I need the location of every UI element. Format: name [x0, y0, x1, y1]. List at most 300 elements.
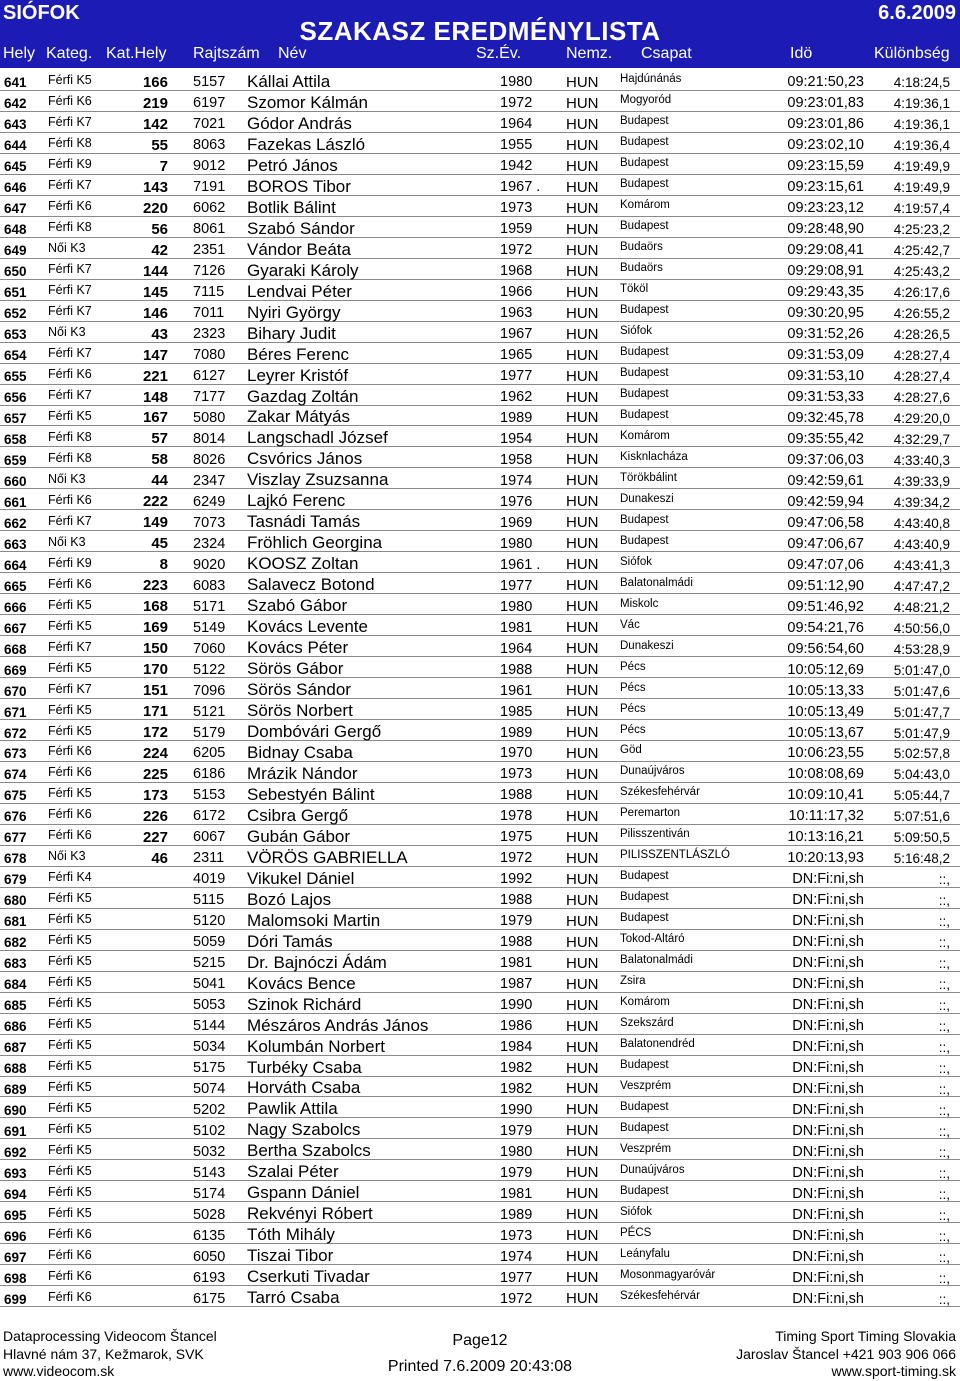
cell-difference: ::, [938, 872, 950, 888]
cell-name: Bidnay Csaba [247, 742, 353, 762]
cell-time: 09:23:15,61 [787, 179, 864, 196]
cell-difference: 4:43:40,8 [893, 515, 950, 531]
cell-name: Tarró Csaba [247, 1288, 340, 1308]
cell-difference: 4:25:43,2 [893, 264, 950, 280]
cell-birth-year: 1963 [500, 305, 533, 322]
cell-team: Budaörs [620, 241, 663, 254]
footer-right-line: Jaroslav Štancel +421 903 906 066 [736, 1345, 956, 1362]
cell-time: DN:Fi:ni,sh [792, 934, 864, 951]
cell-place: 688 [4, 1061, 27, 1076]
cell-difference: 4:19:36,1 [893, 96, 950, 112]
cell-place: 653 [4, 327, 27, 343]
cell-time: DN:Fi:ni,sh [792, 1185, 864, 1202]
table-row [0, 783, 960, 804]
cell-category: Női K3 [48, 471, 86, 486]
cell-name: Nagy Szabolcs [247, 1120, 361, 1140]
cell-time: DN:Fi:ni,sh [792, 997, 864, 1014]
cell-difference: 4:28:27,4 [893, 348, 950, 364]
cell-name: Sörös Norbert [247, 701, 353, 721]
cell-team: Veszprém [620, 1079, 672, 1092]
cell-difference: ::, [938, 1040, 950, 1056]
cell-time: 09:23:15,59 [787, 158, 864, 175]
cell-team: Komárom [620, 429, 670, 442]
cell-category: Férfi K5 [48, 1017, 92, 1032]
cell-team: Budapest [620, 346, 669, 359]
results-table [0, 70, 960, 1307]
cell-birth-year: 1989 [500, 1206, 533, 1223]
cell-category: Férfi K5 [48, 912, 92, 927]
cell-difference: 4:43:41,3 [893, 557, 950, 573]
footer-dataprocessing [3, 1328, 217, 1381]
cell-bib-number: 5179 [193, 724, 226, 741]
table-row [0, 615, 960, 636]
cell-nationality: HUN [566, 724, 599, 741]
cell-difference: ::, [938, 1165, 950, 1181]
cell-category-place: 142 [142, 115, 168, 133]
cell-bib-number: 5143 [193, 1164, 226, 1181]
cell-nationality: HUN [566, 828, 599, 846]
cell-time: 09:29:08,41 [787, 242, 864, 259]
cell-nationality: HUN [566, 1164, 599, 1182]
cell-difference: 5:01:47,6 [893, 683, 950, 699]
cell-difference: ::, [938, 1249, 950, 1265]
cell-name: KOOSZ Zoltan [247, 554, 359, 574]
cell-category-place: 173 [142, 786, 168, 804]
cell-category: Férfi K8 [48, 136, 92, 151]
cell-team: Székesfehérvár [620, 786, 700, 799]
cell-bib-number: 7126 [193, 263, 226, 280]
cell-birth-year: 1979 [500, 1164, 533, 1181]
table-row [0, 175, 960, 196]
cell-category-place: 55 [151, 136, 168, 154]
cell-birth-year: 1973 [500, 200, 533, 217]
printed-timestamp: Printed 7.6.2009 20:43:08 [387, 1358, 573, 1375]
cell-team: Budapest [620, 178, 669, 191]
cell-category: Férfi K5 [48, 73, 92, 88]
cell-nationality: HUN [566, 619, 599, 637]
cell-place: 680 [4, 893, 27, 909]
cell-birth-year: 1972 [500, 242, 533, 259]
table-row [0, 1077, 960, 1098]
cell-name: Mészáros András János [247, 1015, 429, 1035]
cell-place: 668 [4, 641, 27, 657]
cell-place: 669 [4, 662, 27, 678]
cell-difference: 4:39:33,9 [893, 473, 950, 489]
cell-name: Sörös Gábor [247, 659, 344, 679]
cell-category-place: 58 [151, 451, 168, 469]
cell-category-place: 168 [142, 598, 168, 616]
cell-birth-year: 1988 [500, 892, 533, 909]
cell-difference: 4:25:23,2 [893, 222, 950, 238]
cell-name: Lajkó Ferenc [247, 491, 346, 511]
cell-name: Gódor András [247, 113, 352, 133]
cell-place: 646 [4, 180, 27, 196]
cell-category: Férfi K7 [48, 262, 92, 277]
cell-name: Szomor Kálmán [247, 92, 368, 112]
cell-category: Férfi K6 [48, 1226, 92, 1241]
cell-difference: 5:01:47,7 [893, 704, 950, 720]
cell-time: DN:Fi:ni,sh [792, 913, 864, 930]
cell-difference: 5:01:47,9 [893, 725, 950, 741]
cell-place: 686 [4, 1019, 27, 1035]
table-row [0, 1223, 960, 1244]
page-number: Page12 [452, 1332, 508, 1349]
cell-nationality: HUN [566, 912, 599, 930]
cell-time: 09:37:06,03 [787, 451, 864, 468]
col-header-kateg: Kateg. [46, 45, 93, 62]
cell-category-place: 221 [142, 367, 168, 385]
cell-time: DN:Fi:ni,sh [792, 1143, 864, 1160]
cell-place: 687 [4, 1040, 27, 1056]
cell-bib-number: 5059 [193, 934, 226, 951]
cell-place: 662 [4, 515, 27, 531]
cell-team: Budapest [620, 1100, 669, 1113]
cell-team: Budapest [620, 513, 669, 526]
cell-birth-year: 1980 [500, 1143, 533, 1160]
cell-bib-number: 2347 [193, 472, 226, 489]
cell-nationality: HUN [566, 115, 599, 133]
cell-birth-year: 1984 [500, 1039, 533, 1056]
table-row [0, 1265, 960, 1286]
footer-timing [736, 1328, 956, 1381]
cell-team: PÉCS [620, 1226, 652, 1239]
cell-category-place: 219 [142, 94, 168, 112]
table-row [0, 364, 960, 385]
cell-name: Szalai Péter [247, 1162, 339, 1182]
cell-name: Malomsoki Martin [247, 910, 381, 930]
cell-category: Férfi K6 [48, 367, 92, 382]
cell-bib-number: 8014 [193, 430, 226, 447]
cell-time: DN:Fi:ni,sh [792, 1164, 864, 1181]
cell-time: 09:21:50,23 [787, 74, 864, 91]
cell-bib-number: 5028 [193, 1206, 226, 1223]
cell-bib-number: 5041 [193, 976, 226, 993]
cell-birth-year: 1972 [500, 95, 533, 112]
cell-nationality: HUN [566, 1101, 599, 1119]
cell-birth-year: 1980 [500, 535, 533, 552]
cell-team: Budapest [620, 1121, 669, 1134]
table-row [0, 1035, 960, 1056]
cell-nationality: HUN [566, 325, 599, 343]
table-row [0, 909, 960, 930]
cell-place: 672 [4, 725, 27, 741]
cell-birth-year: 1976 [500, 493, 533, 510]
cell-place: 652 [4, 306, 27, 322]
cell-time: DN:Fi:ni,sh [792, 1269, 864, 1286]
page-footer [0, 1328, 960, 1381]
cell-birth-year: 1981 [500, 1185, 533, 1202]
cell-name: Kovács Levente [247, 617, 368, 637]
cell-birth-year: 1981 [500, 955, 533, 972]
cell-time: 09:51:12,90 [787, 577, 864, 594]
cell-bib-number: 6083 [193, 577, 226, 594]
cell-time: 09:47:06,67 [787, 535, 864, 552]
table-row [0, 678, 960, 699]
cell-birth-year: 1961 [500, 682, 533, 699]
cell-birth-year: 1982 [500, 1060, 533, 1076]
cell-category-place: 43 [151, 325, 168, 343]
cell-place: 679 [4, 872, 27, 888]
cell-team: Balatonalmádi [620, 954, 693, 967]
cell-category-place: 151 [142, 682, 168, 700]
cell-time: DN:Fi:ni,sh [792, 1018, 864, 1035]
cell-bib-number: 5053 [193, 997, 226, 1014]
table-row [0, 489, 960, 510]
cell-place: 684 [4, 977, 27, 993]
cell-place: 681 [4, 914, 27, 930]
cell-category-place: 227 [142, 828, 168, 846]
cell-bib-number: 6067 [193, 829, 226, 846]
cell-name: Lendvai Péter [247, 281, 352, 301]
cell-bib-number: 5149 [193, 619, 226, 636]
cell-bib-number: 5121 [193, 703, 226, 720]
table-row [0, 1244, 960, 1265]
cell-bib-number: 6127 [193, 368, 226, 385]
cell-time: 09:42:59,94 [787, 493, 864, 510]
cell-birth-year: 1965 [500, 347, 533, 364]
cell-name: Mrázik Nándor [247, 763, 358, 783]
cell-name: Bozó Lajos [247, 889, 332, 909]
cell-category-place: 150 [142, 640, 168, 658]
cell-difference: 4:19:57,4 [893, 201, 950, 217]
cell-category: Férfi K6 [48, 828, 92, 843]
cell-place: 677 [4, 830, 27, 846]
cell-team: Siófok [620, 555, 652, 568]
cell-name: Salavecz Botond [247, 575, 375, 595]
cell-time: 10:05:12,69 [787, 661, 864, 678]
cell-name: Dr. Bajnóczi Ádám [247, 952, 387, 972]
cell-nationality: HUN [566, 765, 599, 783]
table-row [0, 1202, 960, 1223]
cell-team: Budapest [620, 220, 669, 233]
cell-time: DN:Fi:ni,sh [792, 1039, 864, 1056]
cell-category: Férfi K5 [48, 618, 92, 633]
cell-birth-year: 1980 [500, 598, 533, 615]
cell-birth-year: 1977 [500, 368, 533, 385]
cell-time: DN:Fi:ni,sh [792, 1248, 864, 1265]
table-row [0, 406, 960, 427]
cell-team: Leányfalu [620, 1247, 670, 1260]
table-row [0, 594, 960, 615]
cell-team: PILISSZENTLÁSZLÓ [620, 849, 730, 862]
cell-category-place: 170 [142, 661, 168, 679]
cell-nationality: HUN [566, 1290, 599, 1308]
cell-time: 09:47:06,58 [787, 514, 864, 531]
cell-place: 665 [4, 578, 27, 594]
cell-nationality: HUN [566, 1122, 599, 1140]
cell-difference: 5:04:43,0 [893, 767, 950, 783]
cell-birth-year: 1962 [500, 389, 533, 405]
cell-bib-number: 6050 [193, 1248, 226, 1265]
cell-difference: 5:09:50,5 [893, 830, 950, 846]
cell-place: 655 [4, 369, 27, 385]
cell-time: DN:Fi:ni,sh [792, 1101, 864, 1118]
cell-name: Zakar Mátyás [247, 407, 350, 427]
cell-difference: 4:29:20,0 [893, 410, 950, 426]
cell-nationality: HUN [566, 807, 599, 825]
cell-category-place: 226 [142, 807, 168, 825]
cell-category: Férfi K5 [48, 996, 92, 1011]
cell-time: 09:31:53,10 [787, 368, 864, 385]
cell-team: Dunaújváros [620, 1163, 685, 1176]
cell-team: Budapest [620, 408, 669, 421]
cell-name: Szinok Richárd [247, 994, 362, 1014]
table-row [0, 447, 960, 468]
cell-difference: 4:50:56,0 [893, 620, 950, 636]
cell-category: Férfi K7 [48, 304, 92, 319]
cell-bib-number: 6249 [193, 493, 226, 510]
cell-difference: 4:47:47,2 [893, 578, 950, 594]
cell-birth-year: 1958 [500, 451, 533, 468]
cell-difference: 5:01:47,0 [893, 662, 950, 678]
cell-place: 698 [4, 1270, 27, 1286]
cell-place: 654 [4, 348, 27, 364]
cell-birth-year: 1977 [500, 1269, 533, 1286]
cell-team: Budapest [620, 136, 669, 149]
cell-difference: 4:48:21,2 [893, 599, 950, 615]
table-row [0, 930, 960, 951]
cell-bib-number: 2311 [193, 850, 225, 867]
cell-time: 10:05:13,49 [787, 703, 864, 720]
table-row [0, 301, 960, 322]
cell-category: Férfi K5 [48, 1038, 92, 1053]
table-row [0, 196, 960, 217]
cell-category: Férfi K6 [48, 1289, 92, 1304]
cell-bib-number: 5102 [193, 1122, 226, 1139]
cell-time: 09:54:21,76 [787, 619, 864, 636]
cell-place: 673 [4, 746, 27, 762]
cell-place: 644 [4, 138, 27, 154]
cell-birth-year: 1989 [500, 724, 533, 741]
cell-category: Férfi K5 [48, 933, 92, 948]
cell-category: Női K3 [48, 325, 86, 340]
cell-bib-number: 7011 [193, 305, 225, 322]
cell-name: Csvórics János [247, 449, 363, 469]
table-row [0, 70, 960, 91]
cell-team: Törökbálint [620, 471, 677, 484]
cell-category: Férfi K9 [48, 157, 92, 172]
cell-category-place: 144 [142, 262, 168, 280]
col-header-ido: Idö [790, 45, 813, 62]
cell-bib-number: 5120 [193, 913, 226, 930]
cell-time: 10:11:17,32 [788, 808, 864, 825]
cell-difference: ::, [938, 1228, 950, 1244]
cell-team: Pilisszentiván [620, 828, 690, 841]
cell-nationality: HUN [566, 367, 599, 385]
cell-name: Szabó Sándor [247, 218, 355, 238]
cell-bib-number: 9012 [193, 158, 226, 175]
cell-nationality: HUN [566, 1227, 599, 1245]
cell-place: 657 [4, 410, 27, 426]
cell-category-place: 46 [151, 849, 168, 867]
cell-difference: 5:07:51,6 [893, 809, 950, 825]
cell-name: Vándor Beáta [247, 239, 351, 259]
cell-name: Sebestyén Bálint [247, 784, 375, 804]
cell-team: Dunakeszi [620, 639, 674, 652]
cell-bib-number: 6205 [193, 745, 226, 762]
cell-name: VÖRÖS GABRIELLA [247, 847, 408, 867]
cell-bib-number: 5153 [193, 787, 226, 804]
cell-bib-number: 7021 [193, 116, 226, 133]
cell-birth-year: 1973 [500, 1227, 533, 1244]
cell-difference: 4:32:29,7 [893, 431, 950, 447]
cell-time: 09:29:43,35 [787, 284, 864, 301]
cell-place: 693 [4, 1165, 27, 1181]
cell-category-place: 171 [142, 703, 168, 721]
cell-place: 667 [4, 620, 27, 636]
cell-difference: ::, [938, 893, 950, 909]
cell-time: 09:47:07,06 [787, 556, 864, 573]
cell-bib-number: 6172 [193, 808, 226, 825]
cell-category: Férfi K5 [48, 1163, 92, 1178]
cell-category-place: 8 [159, 556, 168, 574]
cell-bib-number: 6193 [193, 1269, 226, 1286]
cell-category-place: 45 [151, 535, 168, 553]
cell-nationality: HUN [566, 1248, 599, 1266]
cell-place: 658 [4, 431, 27, 447]
table-row [0, 699, 960, 720]
cell-nationality: HUN [566, 996, 599, 1014]
cell-bib-number: 8026 [193, 451, 226, 468]
cell-nationality: HUN [566, 220, 599, 238]
cell-difference: ::, [938, 1123, 950, 1139]
cell-team: Balatonalmádi [620, 576, 693, 589]
cell-team: Zsira [620, 975, 646, 988]
cell-birth-year: 1990 [500, 1101, 533, 1118]
cell-team: Göd [620, 744, 642, 757]
cell-bib-number: 2351 [193, 242, 226, 259]
cell-bib-number: 7115 [193, 284, 225, 301]
table-row [0, 259, 960, 280]
cell-bib-number: 7073 [193, 514, 226, 531]
cell-time: 09:35:55,42 [787, 430, 864, 447]
cell-nationality: HUN [566, 1206, 599, 1224]
cell-difference: 4:39:34,2 [893, 494, 950, 510]
cell-difference: ::, [938, 914, 950, 930]
cell-category: Férfi K7 [48, 681, 92, 696]
cell-birth-year: 1955 [500, 137, 533, 154]
table-row [0, 280, 960, 301]
cell-nationality: HUN [566, 388, 599, 406]
col-header-rajtszam: Rajtszám [193, 45, 260, 62]
col-header-nemz: Nemz. [566, 45, 613, 62]
event-date: 6.6.2009 [878, 2, 956, 24]
col-header-kathely: Kat.Hely [106, 45, 167, 62]
cell-bib-number: 6197 [193, 95, 226, 112]
cell-category-place: 56 [151, 220, 168, 238]
cell-category: Férfi K7 [48, 178, 92, 193]
cell-name: Fazekas László [247, 134, 366, 154]
cell-difference: 4:26:17,6 [893, 285, 950, 301]
cell-name: Sörös Sándor [247, 680, 351, 700]
cell-team: Pécs [620, 681, 646, 694]
cell-difference: 5:02:57,8 [893, 746, 950, 762]
cell-birth-year: 1961 . [500, 556, 541, 573]
cell-birth-year: 1986 [500, 1018, 533, 1035]
cell-nationality: HUN [566, 136, 599, 154]
cell-time: DN:Fi:ni,sh [792, 1290, 864, 1307]
cell-bib-number: 6186 [193, 766, 226, 783]
cell-difference: ::, [938, 977, 950, 993]
cell-nationality: HUN [566, 241, 599, 259]
table-row [0, 762, 960, 783]
cell-category: Férfi K6 [48, 765, 92, 780]
cell-team: Veszprém [620, 1142, 672, 1155]
cell-nationality: HUN [566, 933, 599, 951]
cell-name: Botlik Bálint [247, 197, 336, 217]
cell-category-place: 166 [142, 73, 168, 91]
cell-category: Férfi K9 [48, 555, 92, 570]
